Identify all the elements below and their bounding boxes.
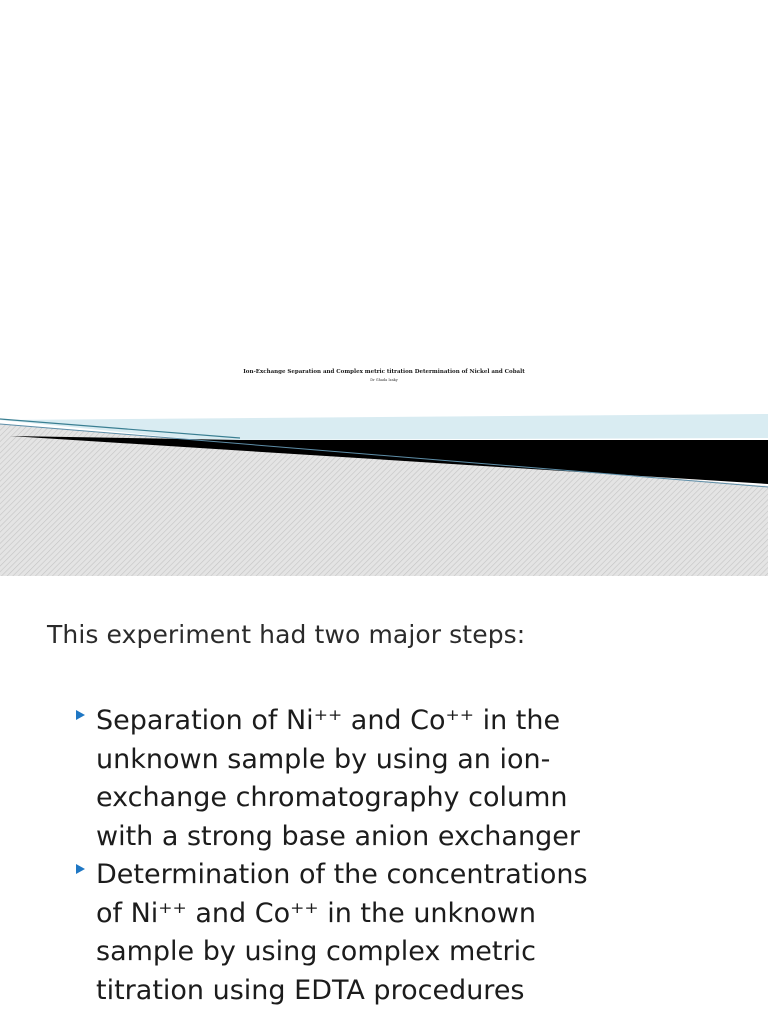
content-slide [0,576,768,1024]
bullet-text: Separation of Ni⁺⁺ and Co⁺⁺ in the unknown sample by using an ion- exchange chromatography column with a strong base anion exchanger [96,705,580,852]
slide-author: Dr Ghada Izaky [370,378,398,382]
triangle-bullet-icon [76,710,85,720]
list-item [72,702,762,856]
bullet-text: Determination of the concentrations of Ni⁺⁺ and Co⁺⁺ in the unknown sample by using complex metric titration using EDTA procedures [96,859,588,1006]
list-item [72,856,762,1010]
title-block [0,368,768,382]
slide-heading: This experiment had two major steps: [47,620,526,649]
triangle-bullet-icon [76,864,85,874]
bullet-list [72,702,762,1010]
slide-title: Ion-Exchange Separation and Complex metric titration Determination of Nickel and Cobalt [243,369,525,375]
